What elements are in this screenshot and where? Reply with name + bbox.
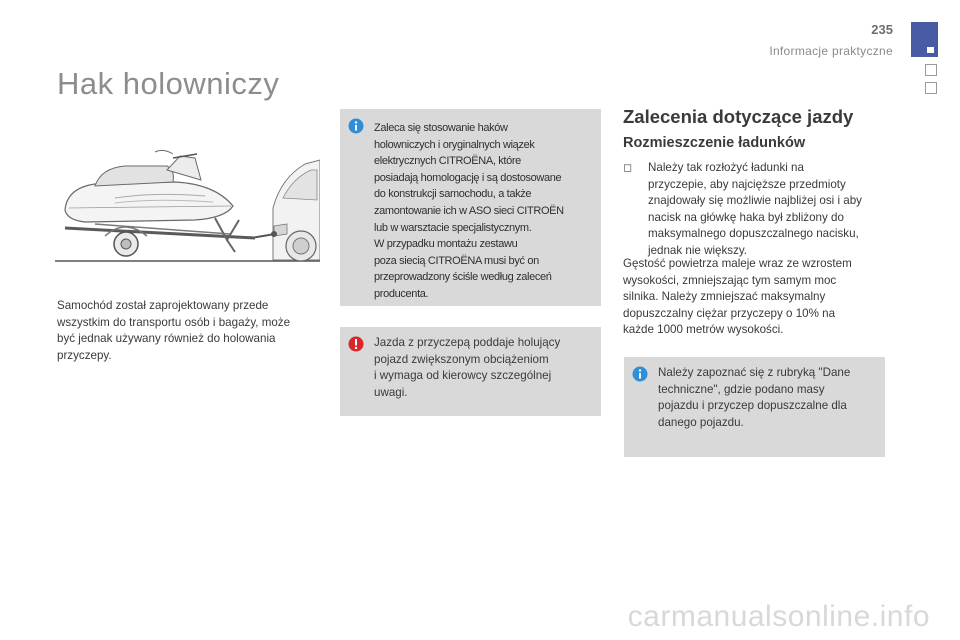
density-line: każde 1000 metrów wysokości.: [623, 323, 784, 336]
info-note-line: poza siecią CITROËNA musi być on: [374, 254, 539, 267]
info-note-line: danego pojazdu.: [658, 415, 744, 429]
page-number: 235: [871, 22, 893, 37]
info-note-technical-data: [624, 357, 885, 457]
section-title: Informacje praktyczne: [769, 44, 893, 58]
bullet-line: jednak nie większy.: [648, 243, 748, 257]
density-line: wysokości, zmniejszając tym samym moc: [623, 273, 837, 287]
density-line: silnika. Należy zmniejszać maksymalny: [623, 290, 826, 303]
chapter-tab-marker: [927, 47, 934, 53]
chapter-tab-empty-1[interactable]: [925, 64, 937, 76]
density-line: Gęstość powietrza maleje wraz ze wzrostem: [623, 257, 852, 270]
chapter-tab[interactable]: [911, 22, 938, 57]
info-note-line: Zaleca się stosowanie haków: [374, 122, 508, 134]
warning-icon: [348, 336, 364, 352]
bullet-icon: ◻: [623, 162, 633, 174]
air-density-paragraph: [623, 256, 885, 339]
bullet-line: Należy tak rozłożyć ładunki na: [648, 161, 804, 174]
info-note-line: producenta.: [374, 287, 429, 300]
info-note-line: pojazdu i przyczep dopuszczalne dla: [658, 399, 847, 412]
info-icon: [632, 366, 648, 382]
info-icon: [348, 118, 364, 134]
chapter-tab-empty-2[interactable]: [925, 82, 937, 94]
bullet-line: przyczepie, aby najcięższe przedmioty: [648, 177, 846, 191]
info-note-line: techniczne", gdzie podano masy: [658, 382, 825, 396]
info-note-line: holowniczych i oryginalnych wiązek: [374, 138, 535, 151]
warning-note-trailer: [340, 327, 601, 416]
info-note-line: W przypadku montażu zestawu: [374, 238, 518, 251]
warning-note-line: Jazda z przyczepą poddaje holujący: [374, 336, 561, 349]
info-note-line: lub w warsztacie specjalistycznym.: [374, 221, 532, 234]
info-note-accessories: [340, 109, 601, 306]
bullet-line: znajdowały się możliwie najbliżej osi i aby: [648, 194, 862, 207]
bullet-line: nacisk na główkę haka był zbliżony do: [648, 210, 844, 224]
info-note-line: zamontowanie ich w ASO sieci CITROËN: [374, 204, 564, 217]
info-note-line: elektrycznych CITROËNA, które: [374, 155, 521, 168]
info-note-line: Należy zapoznać się z rubryką "Dane: [658, 366, 851, 379]
info-note-line: posiadają homologację i są dostosowane: [374, 171, 562, 184]
info-note-line: do konstrukcji samochodu, a także: [374, 188, 532, 201]
car-trailer-jetski-illustration: [55, 148, 320, 266]
bullet-line: maksymalnego dopuszczalnego nacisku,: [648, 227, 859, 240]
intro-paragraph: Samochód został zaprojektowany przede wszystkim do transportu osób i bagaży, może być jednak używany również do holowania przyczepy.: [57, 299, 291, 362]
warning-note-line: uwagi.: [374, 385, 408, 399]
watermark: carmanualsonline.info: [627, 600, 930, 633]
density-line: dopuszczalny ciężar przyczepy o 10% na: [623, 306, 836, 320]
page-title: Hak holowniczy: [57, 66, 280, 101]
warning-note-line: pojazd zwiększonym obciążeniom: [374, 352, 549, 366]
info-note-line: przeprowadzony ściśle według zaleceń: [374, 271, 552, 284]
load-distribution-item: [623, 160, 885, 259]
load-distribution-heading: Rozmieszczenie ładunków: [623, 135, 806, 151]
driving-recommendations-heading: Zalecenia dotyczące jazdy: [623, 106, 854, 127]
warning-note-line: i wymaga od kierowcy szczególnej: [374, 369, 552, 382]
